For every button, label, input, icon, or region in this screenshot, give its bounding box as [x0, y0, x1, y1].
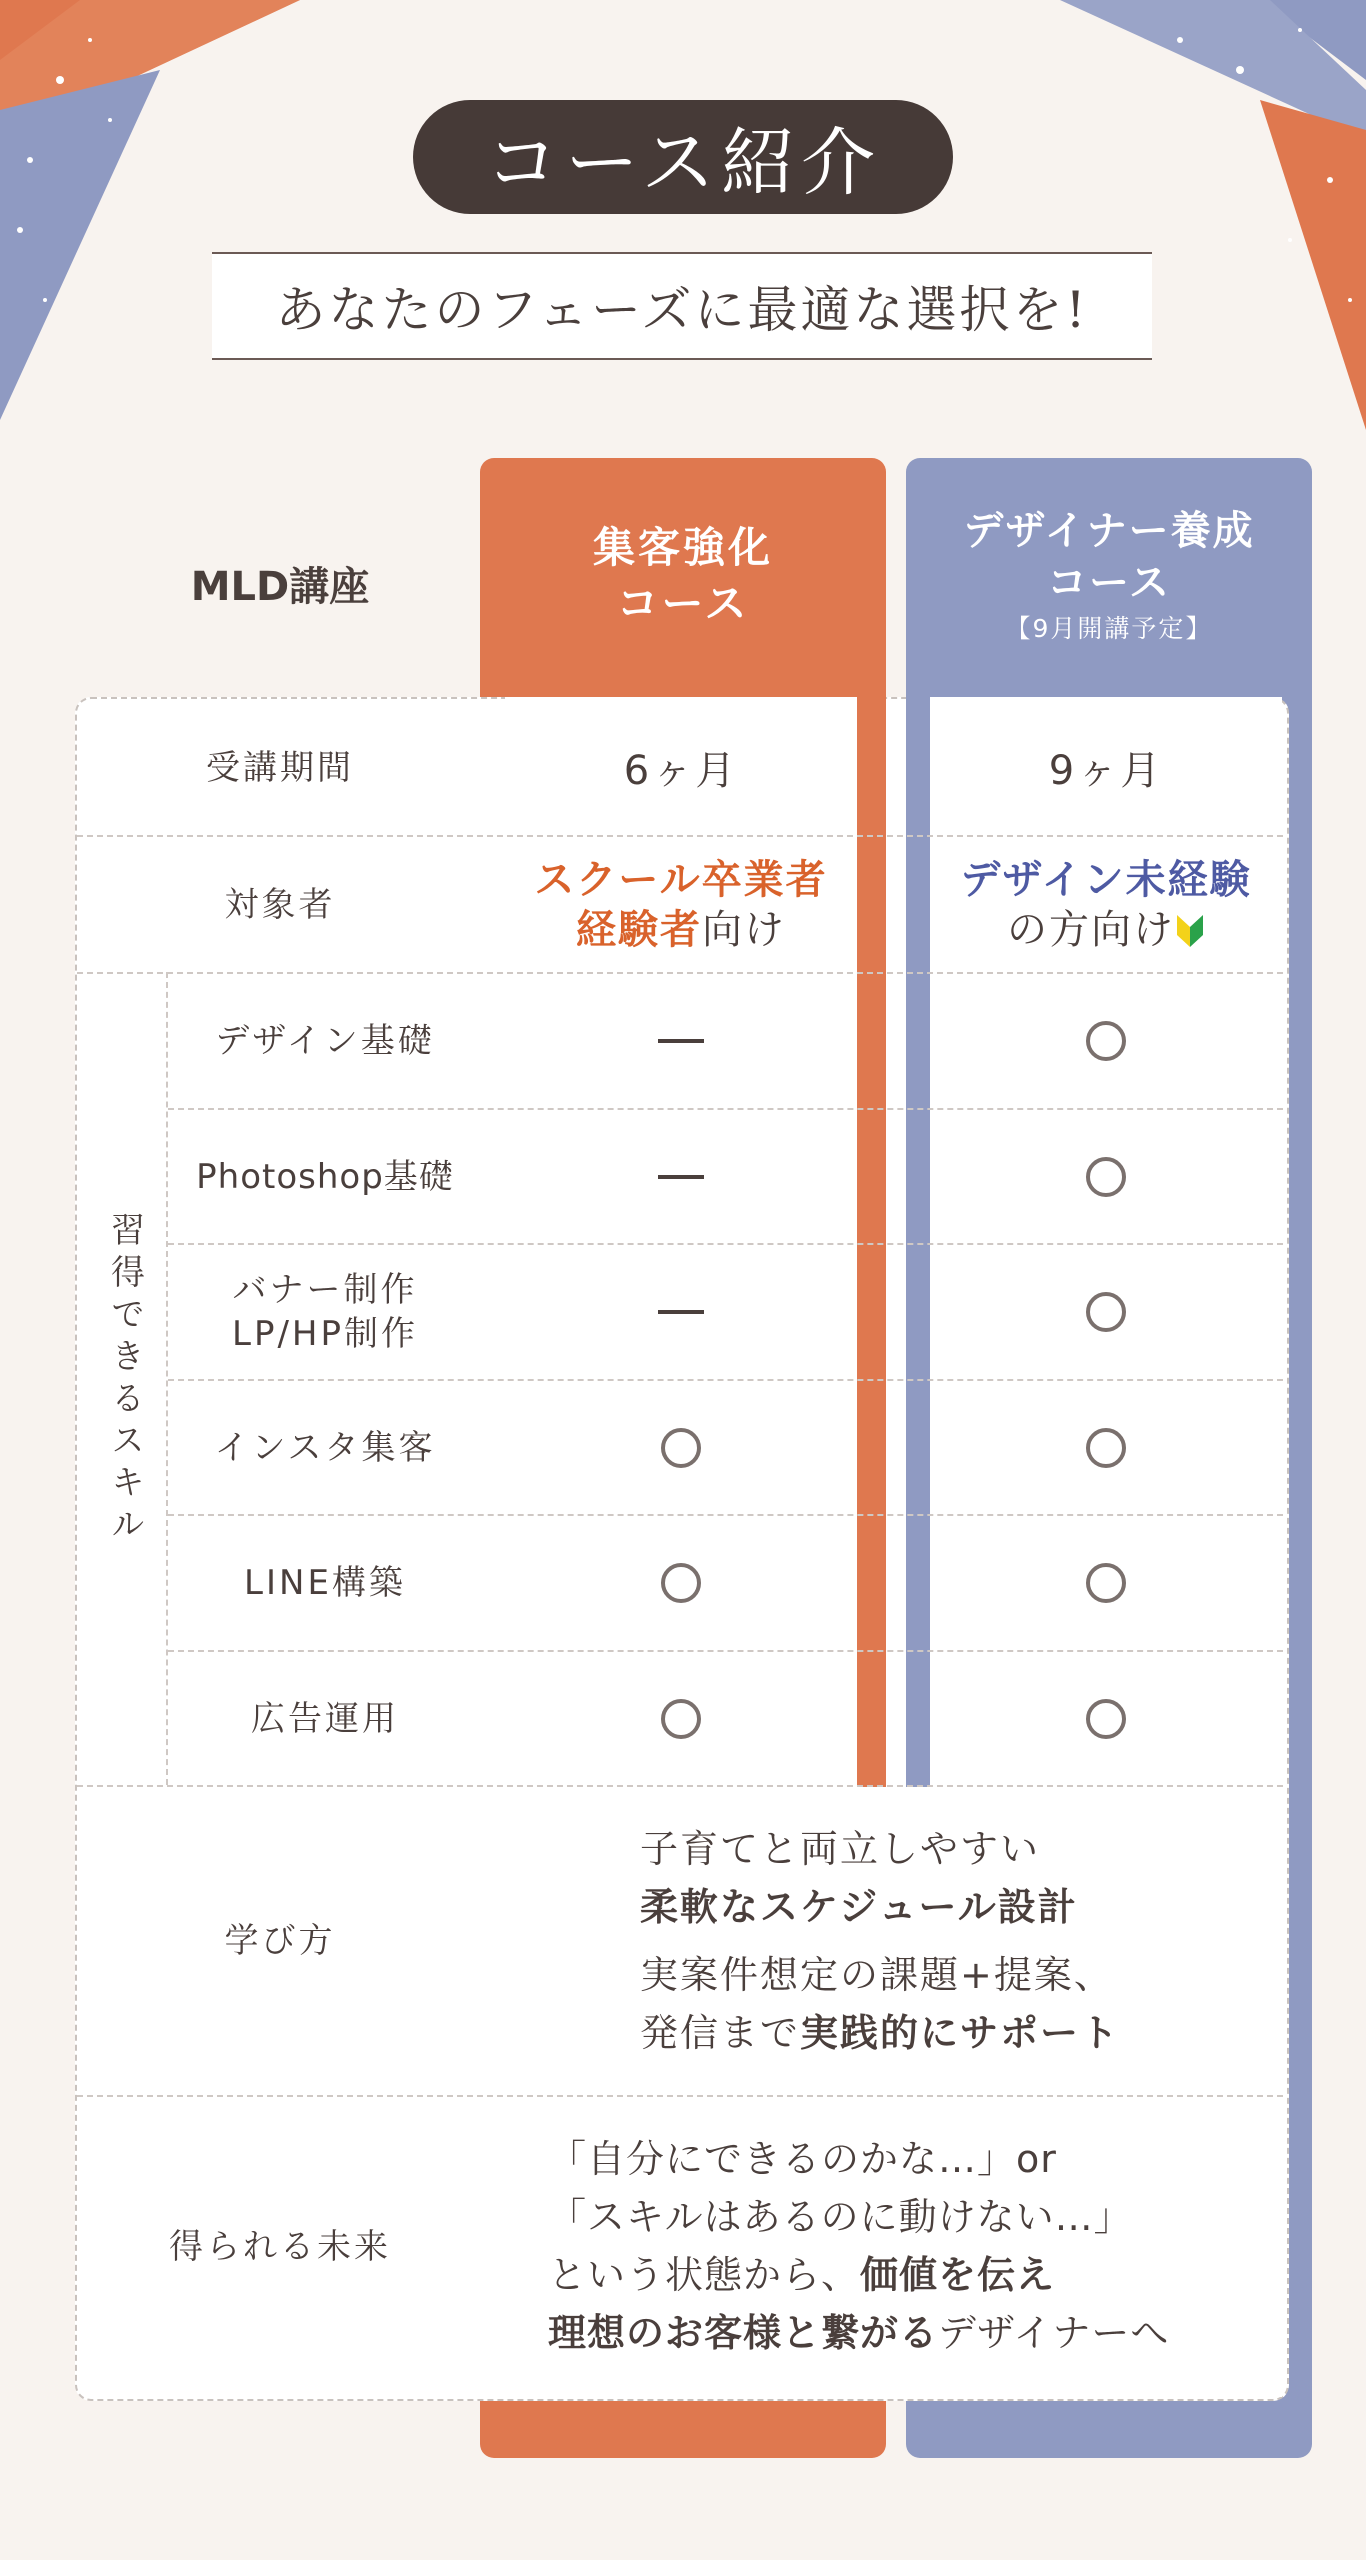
included-circle-icon [1086, 1157, 1126, 1197]
skill-photoshop-course-a [505, 1110, 857, 1243]
skill-line-course-b [930, 1516, 1282, 1650]
future-line2: 「スキルはあるのに動けない…」 [548, 2195, 1133, 2239]
target-course-b [930, 837, 1282, 972]
included-circle-icon [661, 1699, 701, 1739]
page-title: コース紹介 [413, 100, 953, 214]
skill-line-course-a [505, 1516, 857, 1650]
course-a-name-line2: コース [616, 579, 750, 628]
skill-ads-course-a [505, 1652, 857, 1785]
course-a-header [480, 520, 886, 670]
skill-label-banner-lp [170, 1245, 480, 1379]
future-line4-bold: 理想のお客様と繋がる [548, 2311, 939, 2355]
included-circle-icon [1086, 1699, 1126, 1739]
skill-label-banner-line2: LP/HP制作 [232, 1314, 418, 1354]
decorative-corner-flags [0, 0, 1366, 500]
future-line4-plain: デザイナーへ [938, 2311, 1170, 2355]
target-a-line1: スクール卒業者 [534, 856, 828, 903]
future-description [548, 2130, 1268, 2362]
included-circle-icon [661, 1428, 701, 1468]
how-line4-bold: 実践的にサポート [800, 2011, 1121, 2055]
future-line3-bold: 価値を伝え [860, 2253, 1056, 2297]
included-circle-icon [1086, 1563, 1126, 1603]
future-line3-plain: という状態から、 [548, 2253, 861, 2297]
row-label-future: 得られる未来 [169, 2227, 391, 2267]
period-course-a: 6ヶ月 [623, 748, 739, 794]
course-b-name-line2: コース [1047, 560, 1171, 606]
how-description [640, 1820, 1260, 2062]
target-course-a [505, 837, 857, 972]
row-label-period: 受講期間 [206, 747, 354, 788]
future-line1: 「自分にできるのかな…」or [548, 2137, 1057, 2181]
not-included-dash-icon [658, 1175, 704, 1179]
how-line2: 柔軟なスケジュール設計 [640, 1885, 1078, 1929]
course-b-name-line1: デザイナー養成 [963, 508, 1255, 554]
skill-banner-course-a [505, 1245, 857, 1379]
skill-label-line: LINE構築 [244, 1563, 406, 1603]
included-circle-icon [1086, 1021, 1126, 1061]
included-circle-icon [1086, 1292, 1126, 1332]
row-label-how: 学び方 [224, 1921, 336, 1961]
skill-design-course-b [930, 974, 1282, 1108]
target-a-line2-plain: 向け [702, 906, 786, 953]
target-a-line2-bold: 経験者 [576, 906, 702, 953]
course-b-strip [906, 697, 930, 1787]
course-b-header [906, 505, 1312, 675]
skill-banner-course-b [930, 1245, 1282, 1379]
course-a-strip [857, 697, 886, 1787]
not-included-dash-icon [658, 1310, 704, 1314]
how-line3: 実案件想定の課題+提案、 [640, 1953, 1114, 1997]
row-label-target: 対象者 [224, 884, 336, 925]
course-a-name-line1: 集客強化 [592, 523, 773, 572]
skill-label-banner-line1: バナー制作 [232, 1270, 418, 1310]
target-b-line2: の方向け [1007, 906, 1175, 953]
beginner-leaf-icon [1175, 911, 1205, 949]
skill-photoshop-course-b [930, 1110, 1282, 1243]
table-corner-label: MLD講座 [190, 563, 370, 610]
not-included-dash-icon [658, 1039, 704, 1043]
how-line4-plain: 発信まで [640, 2011, 801, 2055]
skill-label-ads: 広告運用 [251, 1698, 399, 1739]
skill-instagram-course-b [930, 1381, 1282, 1514]
skill-instagram-course-a [505, 1381, 857, 1514]
skill-label-photoshop: Photoshop基礎 [196, 1156, 454, 1197]
skill-ads-course-b [930, 1652, 1282, 1785]
period-course-b: 9ヶ月 [1048, 748, 1164, 794]
course-b-start-note: 【9月開講予定】 [1005, 614, 1213, 643]
skills-group-label: 習得できるスキル [104, 1212, 145, 1548]
included-circle-icon [661, 1563, 701, 1603]
skill-label-instagram: インスタ集客 [214, 1427, 436, 1468]
skill-label-design-basics: デザイン基礎 [215, 1021, 435, 1061]
target-b-line1: デザイン未経験 [960, 856, 1252, 903]
skill-design-course-a [505, 974, 857, 1108]
page-subtitle: あなたのフェーズに最適な選択を! [212, 252, 1152, 360]
how-line1: 子育てと両立しやすい [640, 1827, 1041, 1871]
included-circle-icon [1086, 1428, 1126, 1468]
